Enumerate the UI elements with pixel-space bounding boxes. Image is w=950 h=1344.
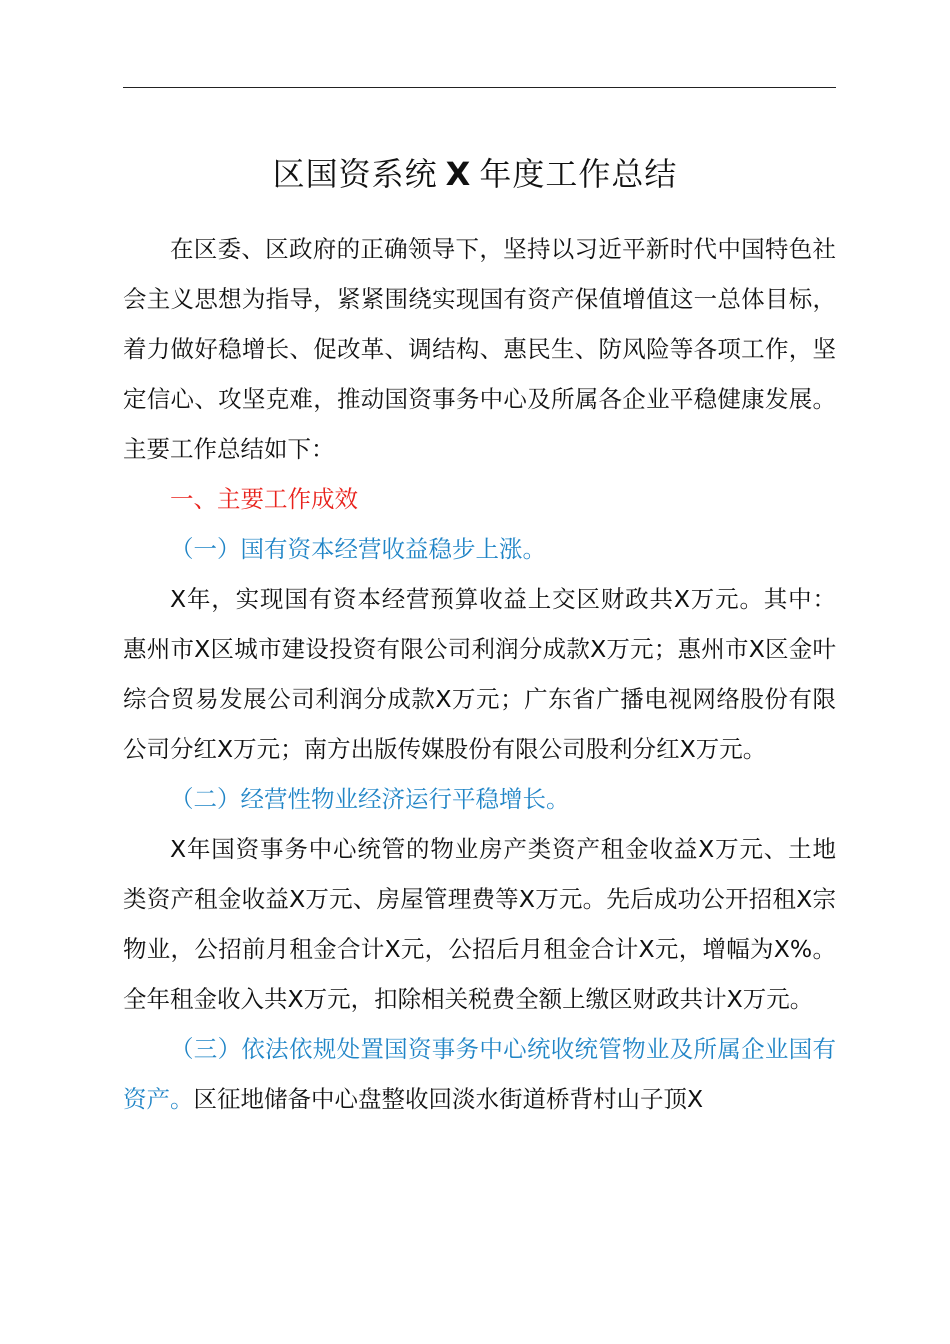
- section-heading-main-results: 一、主要工作成效: [170, 485, 358, 513]
- page-title: [0, 150, 950, 198]
- title-suffix: 年度工作总结: [479, 155, 678, 193]
- subsection-1-paragraph: X年，实现国有资本经营预算收益上交区财政共X万元。其中：惠州市X区城市建设投资有限公司利润分成款X万元；惠州市X区金叶综合贸易发展公司利润分成款X万元；广东省广播电视网络股份有限公司分红X万元；南方出版传媒股份有限公司股利分红X万元。: [123, 585, 836, 763]
- subsection-2-paragraph: X年国资事务中心统管的物业房产类资产租金收益X万元、土地类资产租金收益X万元、房屋管理费等X万元。先后成功公开招租X宗物业，公招前月租金合计X元，公招后月租金合计X元，增幅为X%。全年租金收入共X万元，扣除相关税费全额上缴区财政共计X万元。: [123, 835, 836, 1013]
- title-prefix: 区国资系统: [272, 155, 438, 193]
- title-year-placeholder: X: [445, 155, 472, 193]
- subsection-heading-1: （一）国有资本经营收益稳步上涨。: [170, 535, 546, 563]
- subsection-3-paragraph: [123, 1024, 836, 1124]
- subsection-3-text: 区征地储备中心盘整收回淡水街道桥背村山子顶X: [193, 1085, 704, 1113]
- subsection-heading-3: （三）依法依规处置国资事务中心统收统管物业及所属企业国有资产。: [123, 1035, 836, 1113]
- document-body: [123, 224, 836, 1124]
- subsection-heading-2: （二）经营性物业经济运行平稳增长。: [170, 785, 570, 813]
- intro-paragraph: 在区委、区政府的正确领导下，坚持以习近平新时代中国特色社会主义思想为指导，紧紧围绕实现国有资产保值增值这一总体目标，着力做好稳增长、促改革、调结构、惠民生、防风险等各项工作，坚定信心、攻坚克难，推动国资事务中心及所属各企业平稳健康发展。主要工作总结如下：: [123, 235, 836, 463]
- header-rule: [123, 87, 836, 88]
